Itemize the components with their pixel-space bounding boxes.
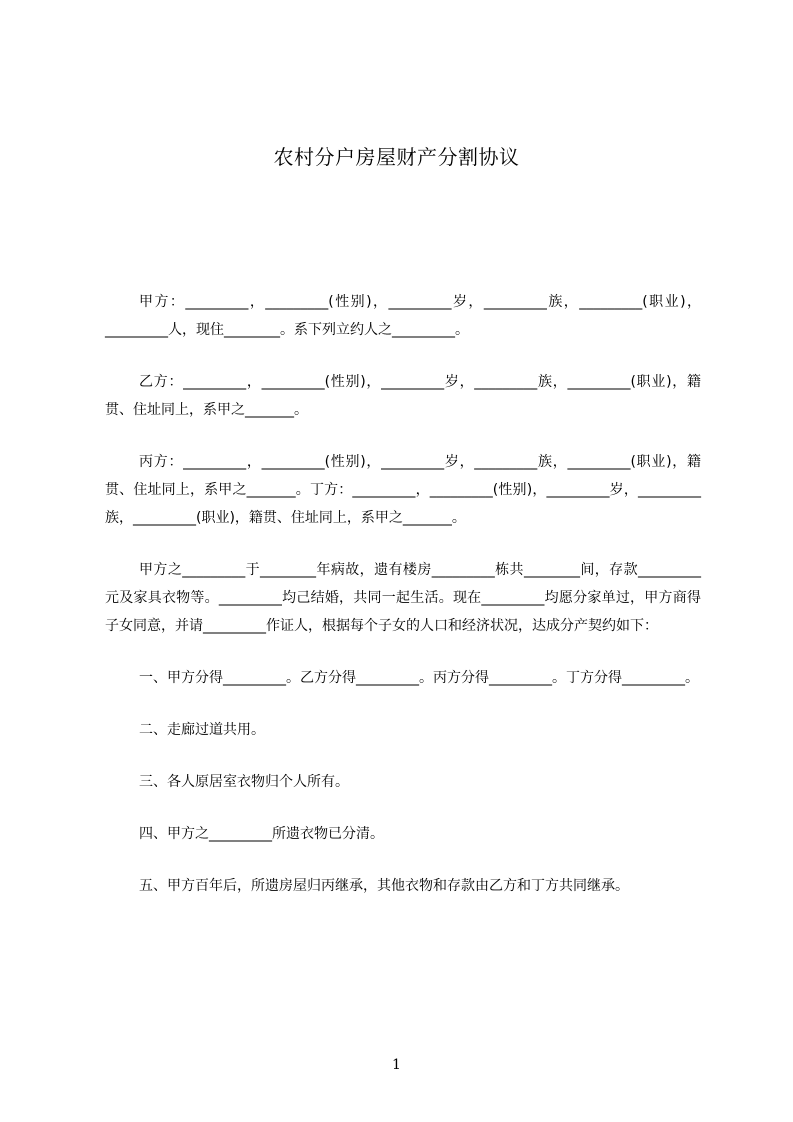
paragraph-party-c-d: 丙方：_________，_________(性别)，_________岁，_________族，_________(职业)，籍贯、住址同上，系甲之_______。丁方：_________，_________(性别)，_________岁，_________族，_________(职业)，籍贯、住址同上，系甲之_______。 [105, 454, 701, 526]
clause-4: 四、甲方之_________所遗衣物已分清。 [139, 826, 384, 842]
clause-5: 五、甲方百年后，所遗房屋归丙继承，其他衣物和存款由乙方和丁方共同继承。 [139, 878, 629, 894]
paragraph-background: 甲方之_________于________年病故，遗有楼房_________栋共________间，存款_________元及家具衣物等。_________均己结婚，共同一起生活。现在_________均愿分家单过，甲方商得子女同意，并请_________作证人，根据每个子女的人口和经济状况，达成分产契约如下： [105, 562, 701, 634]
clause-3: 三、各人原居室衣物归个人所有。 [139, 774, 349, 790]
paragraph-party-b: 乙方：_________，_________(性别)，_________岁，_________族，_________(职业)，籍贯、住址同上，系甲之_______。 [105, 374, 701, 418]
document-title: 农村分户房屋财产分割协议 [273, 145, 520, 169]
paragraph-party-a: 甲方：_________，_________(性别)，_________岁，_________族，_________(职业)，_________人，现住________。系下列立约人之_________。 [105, 294, 701, 338]
page-number: 1 [392, 1057, 401, 1073]
clause-2: 二、走廊过道共用。 [139, 722, 265, 738]
clause-1: 一、甲方分得_________。乙方分得_________。丙方分得_________。丁方分得_________。 [139, 670, 699, 686]
document-body [105, 288, 701, 900]
